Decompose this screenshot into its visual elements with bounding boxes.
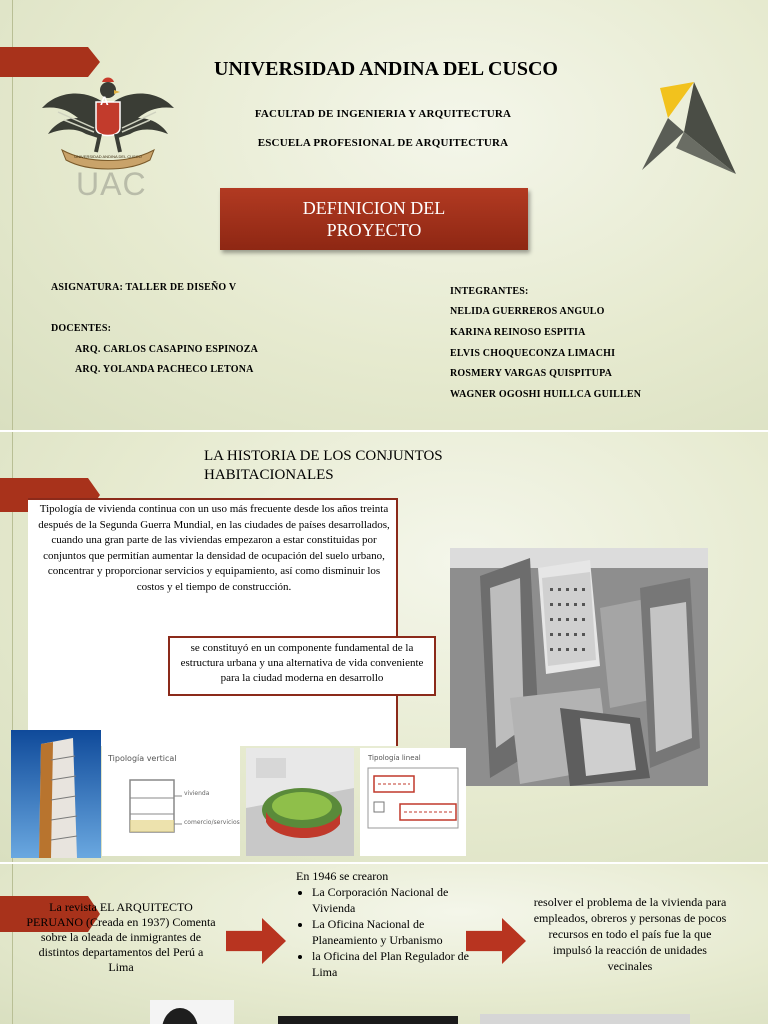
sketch2-title: Tipología lineal (368, 754, 421, 762)
university-logo (38, 68, 178, 208)
linear-sketch-icon (360, 748, 466, 856)
institutions-list (296, 884, 476, 980)
institution-item: • La Oficina Nacional de Planeamiento y Urbanismo (312, 916, 476, 948)
portrait-photo-icon (150, 1000, 234, 1024)
teacher-item: ARQ. CARLOS CASAPINO ESPINOZA (75, 344, 259, 355)
slide-cover (0, 0, 768, 430)
decorative-line (12, 864, 13, 1024)
school-title: ESCUELA PROFESIONAL DE ARQUITECTURA (257, 137, 509, 149)
callout-box (168, 636, 436, 696)
vertical-typology-sketch (102, 744, 240, 856)
teacher-item: ARQ. YOLANDA PACHECO LETONA (75, 364, 254, 375)
member-item: WAGNER OGOSHI HUILLCA GUILLEN (450, 389, 642, 400)
member-item: ELVIS CHOQUECONZA LIMACHI (450, 348, 616, 359)
photo-fragment (150, 1000, 234, 1024)
section-title-box (220, 188, 528, 250)
aerial-housing-photo (450, 548, 708, 786)
green-building-icon (246, 748, 354, 856)
green-complex-render (246, 748, 354, 856)
magazine-text: La revista EL ARQUITECTO PERUANO (Creada en 1937) Comenta sobre la oleada de inmigrantes de distintos departamentos del Perú a Lima (26, 900, 216, 974)
sketch1-label: vivienda (184, 790, 210, 797)
slide-timeline (0, 864, 768, 1024)
members-label: INTEGRANTES: (450, 286, 529, 297)
building-render-image (11, 730, 101, 858)
institution-item: • La Corporación Nacional de Vivienda (312, 884, 476, 916)
geometric-arrow-icon (636, 78, 746, 178)
logo-letter: A (100, 94, 109, 108)
teachers-label: DOCENTES: (51, 323, 112, 334)
tower-render-icon (11, 730, 101, 858)
faculty-title: FACULTAD DE INGENIERIA Y ARQUITECTURA (254, 108, 512, 120)
sketch1-label: comercio/servicios (184, 819, 240, 826)
history-title: LA HISTORIA DE LOS CONJUNTOS HABITACIONALES (204, 448, 443, 483)
slide-history (0, 432, 768, 862)
institutions-block (296, 868, 476, 980)
right-arrow-icon (226, 918, 286, 964)
linear-typology-sketch (360, 748, 466, 856)
subject-label: ASIGNATURA: TALLER DE DISEÑO V (51, 282, 237, 293)
goal-text: resolver el problema de la vivienda para empleados, obreros y personas de pocos recursos en todo el país fue la que impulsó la reacción de unidades vecinales (533, 895, 727, 973)
aerial-city-image (450, 548, 708, 786)
section-title: DEFINICION DEL PROYECTO (302, 198, 446, 240)
member-item: KARINA REINOSO ESPITIA (450, 327, 586, 338)
photo-fragment (278, 1016, 458, 1024)
logo-banner-text: UNIVERSIDAD ANDINA DEL CUSCO (74, 154, 142, 159)
member-item: ROSMERY VARGAS QUISPITUPA (450, 368, 613, 379)
member-item: NELIDA GUERREROS ANGULO (450, 306, 605, 317)
photo-fragment (480, 1014, 690, 1024)
history-paragraph: Tipología de vivienda continua con un uso más frecuente desde los años treinta después de la Segunda Guerra Mundial, en las ciudades de países desarrollados, cuando una gran parte de las viviendas empezaron a estar constituidas por conjuntos que permitían aumentar la densidad de ocupación del suelo urbano, concentrar y proporcionar servicios y equipamiento, así como disminuir los costos y el tiempo de construcción. (38, 503, 390, 593)
callout-text: se constituyó en un componente fundamental de la estructura urbana y una alternativa de vida conveniente para la ciudad moderna en desarrollo (180, 642, 424, 684)
institutions-intro: En 1946 se crearon (296, 869, 389, 883)
university-title: UNIVERSIDAD ANDINA DEL CUSCO (214, 58, 558, 80)
logo-text: UAC (76, 166, 147, 202)
sketch1-title: Tipología vertical (108, 754, 177, 763)
institution-item: • la Oficina del Plan Regulador de Lima (312, 948, 476, 980)
